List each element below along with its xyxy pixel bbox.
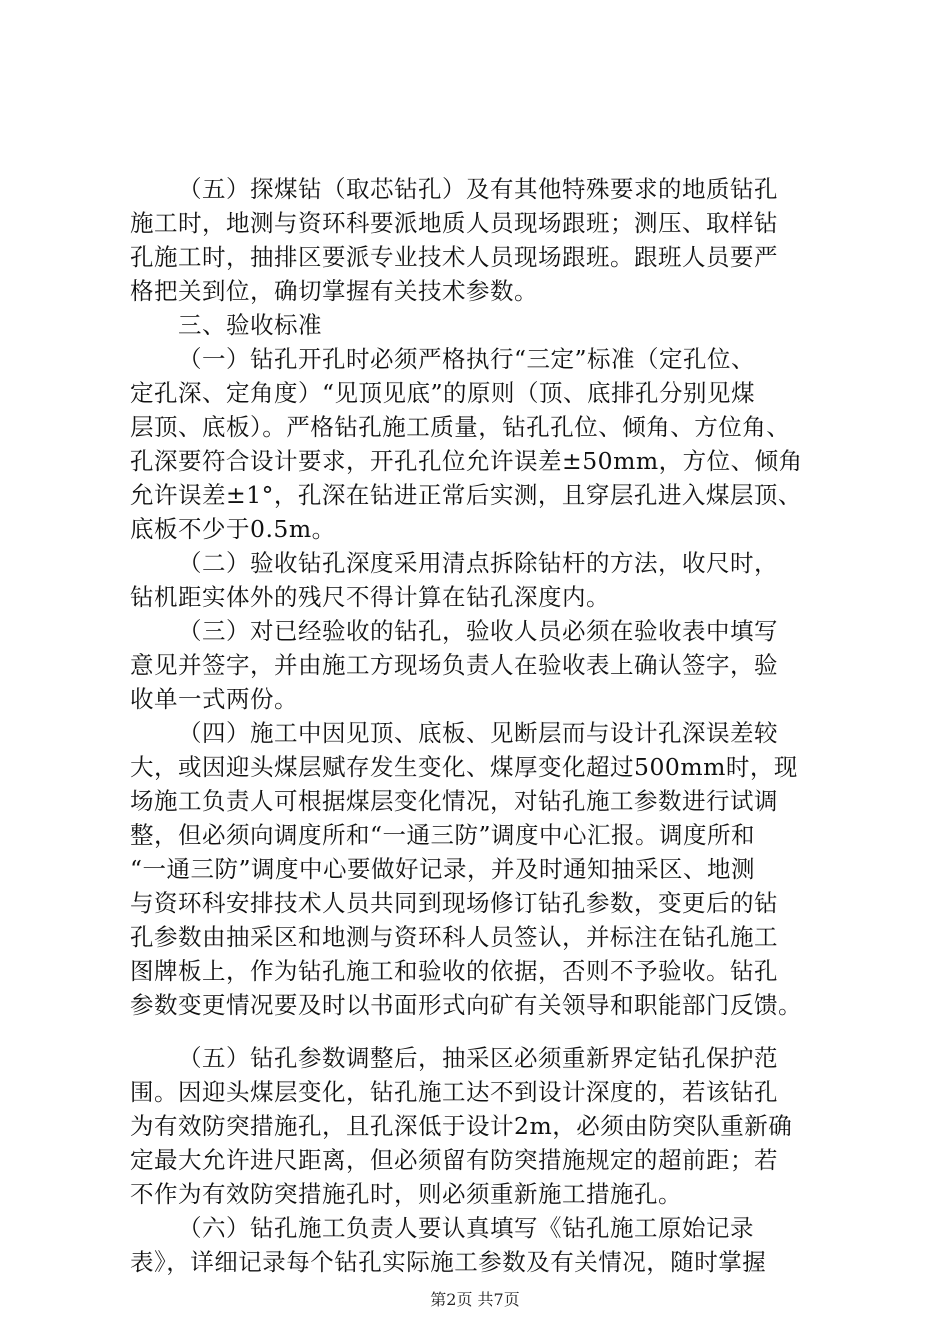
text-line: 定最大允许进尺距离，但必须留有防突措施规定的超前距；若 [130,1146,778,1174]
text-line: 孔深要符合设计要求，开孔孔位允许误差±50mm，方位、倾角 [130,447,803,475]
text-line: 收单一式两份。 [130,685,298,713]
text-line: 意见并签字，并由施工方现场负责人在验收表上确认签字，验 [130,651,778,679]
text-line: 为有效防突措施孔，且孔深低于设计2m，必须由防突队重新确 [130,1112,793,1140]
section-heading: 三、验收标准 [178,311,322,339]
text-line: 定孔深、定角度）“见顶见底”的原则（顶、底排孔分别见煤 [130,379,756,407]
text-line: 钻机距实体外的残尺不得计算在钻孔深度内。 [130,583,610,611]
text-line: 孔参数由抽采区和地测与资环科人员签认，并标注在钻孔施工 [130,923,778,951]
text-line: （六）钻孔施工负责人要认真填写《钻孔施工原始记录 [178,1214,754,1242]
text-line: 与资环科安排技术人员共同到现场修订钻孔参数，变更后的钻 [130,889,778,917]
text-line: 图牌板上，作为钻孔施工和验收的依据，否则不予验收。钻孔 [130,957,778,985]
text-line: 表》，详细记录每个钻孔实际施工参数及有关情况，随时掌握 [130,1248,767,1276]
text-line: 格把关到位，确切掌握有关技术参数。 [130,277,538,305]
text-line: 不作为有效防突措施孔时，则必须重新施工措施孔。 [130,1180,682,1208]
text-line: 允许误差±1°，孔深在钻进正常后实测，且穿层孔进入煤层顶、 [130,481,802,509]
text-line: 大，或因迎头煤层赋存发生变化、煤厚变化超过500mm时，现 [130,753,798,781]
text-line: 参数变更情况要及时以书面形式向矿有关领导和职能部门反馈。 [130,991,802,1019]
page-number-footer: 第2页 共7页 [430,1290,520,1309]
text-line: 施工时，地测与资环科要派地质人员现场跟班；测压、取样钻 [130,209,778,237]
text-line: 底板不少于0.5m。 [130,515,336,543]
text-line: （五）钻孔参数调整后，抽采区必须重新界定钻孔保护范 [178,1044,778,1072]
text-line: （一）钻孔开孔时必须严格执行“三定”标准（定孔位、 [178,345,756,373]
text-line: “一通三防”调度中心要做好记录，并及时通知抽采区、地测 [130,855,756,883]
text-line: （五）探煤钻（取芯钻孔）及有其他特殊要求的地质钻孔 [178,175,778,203]
text-line: 场施工负责人可根据煤层变化情况，对钻孔施工参数进行试调 [130,787,778,815]
text-line: （三）对已经验收的钻孔，验收人员必须在验收表中填写 [178,617,778,645]
text-line: （二）验收钻孔深度采用清点拆除钻杆的方法，收尺时， [178,549,778,577]
text-line: 孔施工时，抽排区要派专业技术人员现场跟班。跟班人员要严 [130,243,778,271]
text-line: 围。因迎头煤层变化，钻孔施工达不到设计深度的，若该钻孔 [130,1078,778,1106]
text-line: 层顶、底板）。严格钻孔施工质量，钻孔孔位、倾角、方位角、 [130,413,791,441]
text-line: （四）施工中因见顶、底板、见断层而与设计孔深误差较 [178,719,778,747]
text-line: 整，但必须向调度所和“一通三防”调度中心汇报。调度所和 [130,821,756,849]
